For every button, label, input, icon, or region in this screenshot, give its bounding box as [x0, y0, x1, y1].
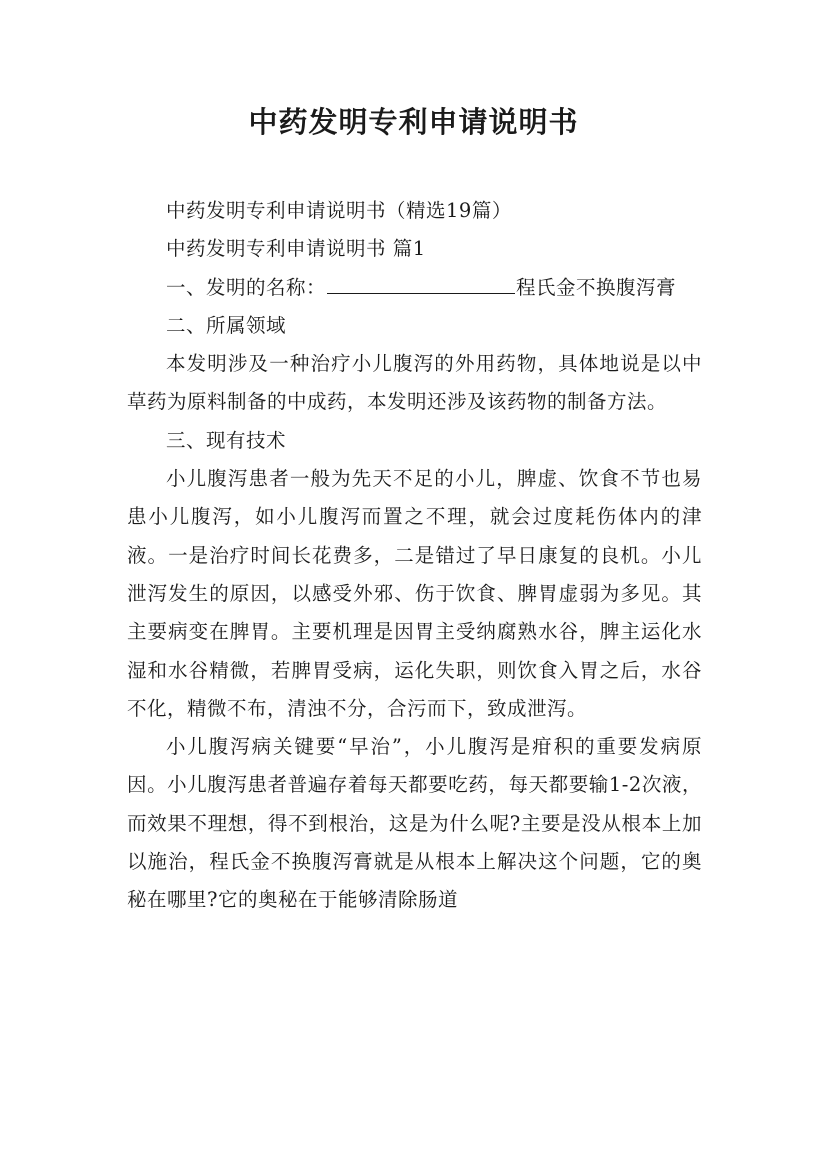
document-body [127, 192, 702, 920]
paragraph-field-text: 本发明涉及一种治疗小儿腹泻的外用药物，具体地说是以中草药为原料制备的中成药，本发明还涉及该药物的制备方法。 [127, 352, 702, 414]
invention-name-label: 一、发明的名称： [166, 275, 327, 299]
paragraph-field-heading: 二、所属领域 [166, 313, 287, 337]
paragraph-prior-art-text: 小儿腹泻患者一般为先天不足的小儿，脾虚、饮食不节也易患小儿腹泻，如小儿腹泻而置之不理，就会过度耗伤体内的津液。一是治疗时间长花费多，二是错过了早日康复的良机。小儿泄泻发生的原因，以感受外邪、伤于饮食、脾胃虚弱为多见。其主要病变在脾胃。主要机理是因胃主受纳腐熟水谷，脾主运化水湿和水谷精微，若脾胃受病，运化失职，则饮食入胃之后，水谷不化，精微不布，清浊不分，合污而下，致成泄泻。 [127, 467, 702, 720]
paragraph-subtitle: 中药发明专利申请说明书（精选19篇） [166, 199, 512, 222]
document-title: 中药发明专利申请说明书 [248, 105, 579, 139]
invention-name-value: 程氏金不换腹泻膏 [516, 275, 677, 299]
paragraph-invention-name [127, 269, 702, 307]
paragraph-early-treatment-text: 小儿腹泻病关键要“早治”，小儿腹泻是疳积的重要发病原因。小儿腹泻患者普遍存着每天都要吃药，每天都要输1-2次液，而效果不理想，得不到根治，这是为什么呢?主要是没从根本上加以施治，程氏金不换腹泻膏就是从根本上解决这个问题，它的奥秘在哪里?它的奥秘在于能够清除肠道 [127, 735, 702, 912]
paragraph-prior-art-heading: 三、现有技术 [166, 428, 287, 452]
paragraph-section-heading: 中药发明专利申请说明书 篇1 [166, 237, 426, 261]
fill-in-blank-line [327, 275, 515, 294]
